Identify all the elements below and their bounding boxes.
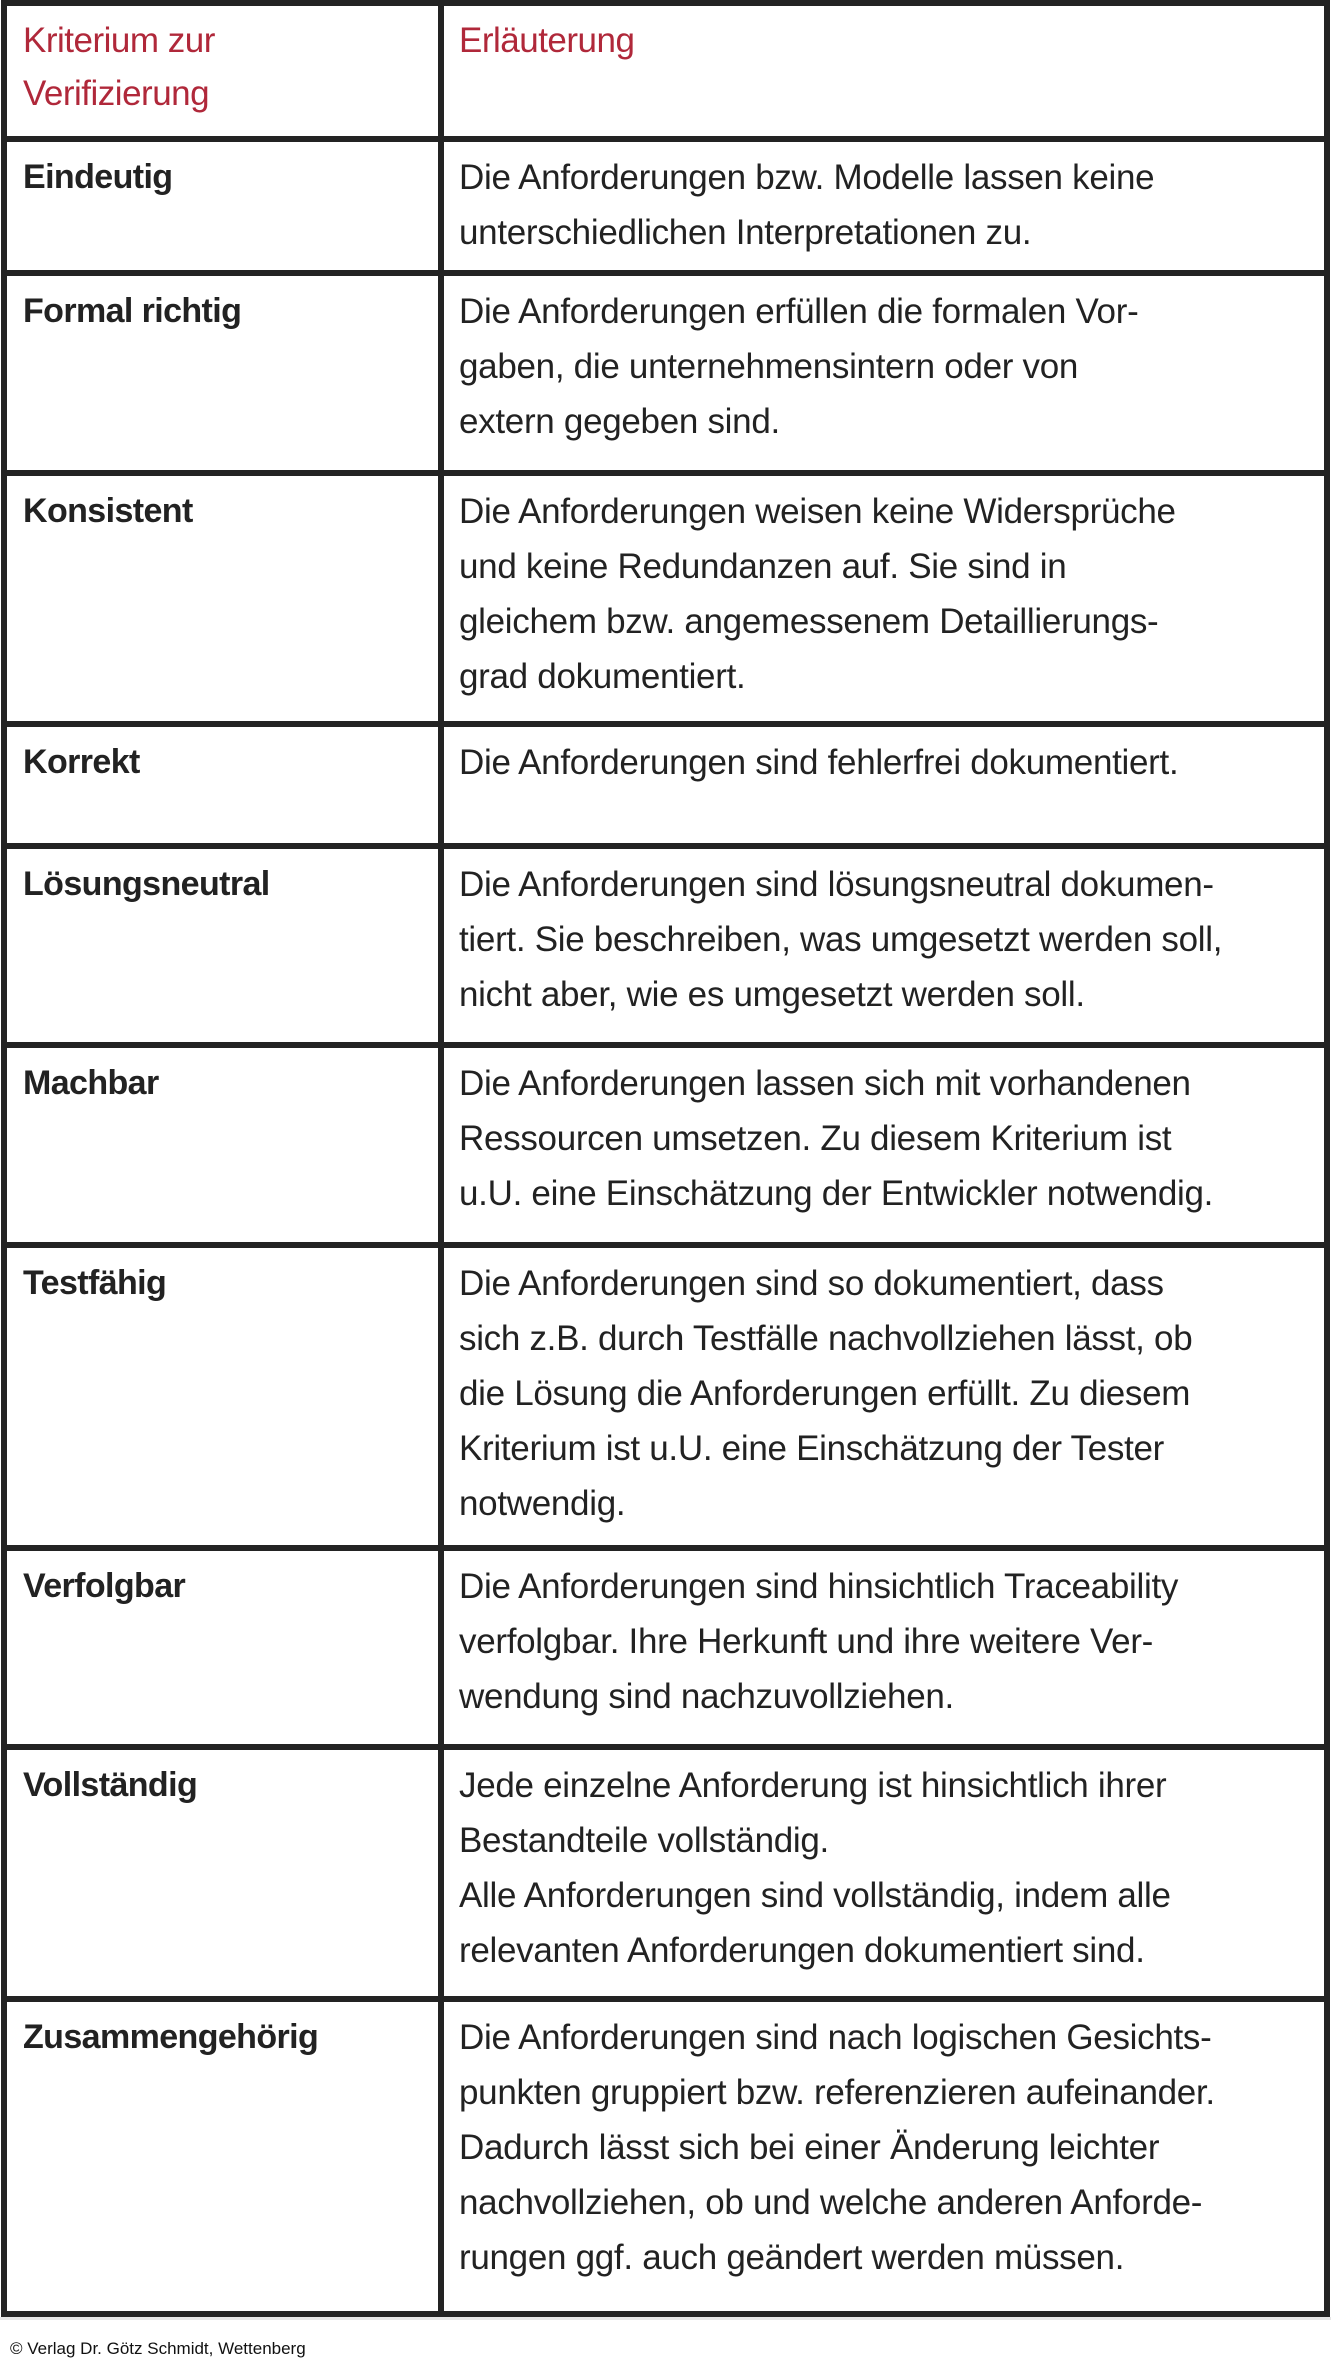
header-criterion-line: Kriterium zur (23, 21, 215, 60)
criterion-label: Konsistent (23, 492, 193, 530)
criterion-cell (7, 727, 438, 843)
criterion-cell (7, 276, 438, 470)
explanation-line: Die Anforderungen sind so dokumentiert, dass (459, 1264, 1164, 1303)
table-row (7, 1996, 1324, 2311)
explanation-line: nicht aber, wie es umgesetzt werden soll. (459, 975, 1085, 1014)
criterion-cell (7, 1048, 438, 1242)
explanation-line: die Lösung die Anforderungen erfüllt. Zu diesem (459, 1374, 1191, 1413)
criterion-cell (7, 1248, 438, 1545)
table-row (7, 1545, 1324, 1744)
explanation-line: Die Anforderungen bzw. Modelle lassen keine (459, 158, 1155, 197)
table-row (7, 843, 1324, 1042)
explanation-cell (438, 2002, 1324, 2311)
explanation-cell (438, 142, 1324, 270)
explanation-line: Die Anforderungen sind nach logischen Gesichts- (459, 2018, 1212, 2057)
criterion-label: Eindeutig (23, 158, 173, 196)
copyright-footer: © Verlag Dr. Götz Schmidt, Wettenberg (10, 2339, 306, 2358)
explanation-line: notwendig. (459, 1484, 626, 1523)
explanation-line: Ressourcen umsetzen. Zu diesem Kriterium ist (459, 1119, 1172, 1158)
criterion-cell (7, 849, 438, 1042)
criterion-cell (7, 476, 438, 721)
criterion-cell (7, 1750, 438, 1996)
explanation-line: extern gegeben sind. (459, 402, 780, 441)
table-row (7, 136, 1324, 270)
explanation-line: Jede einzelne Anforderung ist hinsichtlich ihrer (459, 1766, 1167, 1805)
table-header-row (7, 6, 1324, 136)
criterion-cell (7, 2002, 438, 2311)
explanation-line: Die Anforderungen sind lösungsneutral dokumen- (459, 865, 1214, 904)
explanation-line: Alle Anforderungen sind vollständig, indem alle (459, 1876, 1171, 1915)
explanation-line: wendung sind nachzuvollziehen. (459, 1677, 954, 1716)
explanation-line: Die Anforderungen erfüllen die formalen Vor- (459, 292, 1139, 331)
header-explanation-cell (438, 6, 1324, 136)
explanation-line: und keine Redundanzen auf. Sie sind in (459, 547, 1067, 586)
table-row (7, 470, 1324, 721)
explanation-line: relevanten Anforderungen dokumentiert sind. (459, 1931, 1145, 1970)
explanation-cell (438, 476, 1324, 721)
criterion-label: Testfähig (23, 1264, 167, 1302)
explanation-line: Die Anforderungen sind fehlerfrei dokumentiert. (459, 743, 1179, 782)
explanation-line: tiert. Sie beschreiben, was umgesetzt werden soll, (459, 920, 1223, 959)
criterion-label: Formal richtig (23, 292, 242, 330)
criterion-label: Korrekt (23, 743, 140, 781)
explanation-cell (438, 1248, 1324, 1545)
explanation-line: gleichem bzw. angemessenem Detaillierungs- (459, 602, 1159, 641)
table-row (7, 270, 1324, 470)
explanation-cell (438, 1750, 1324, 1996)
criterion-cell (7, 142, 438, 270)
explanation-line: gaben, die unternehmensintern oder von (459, 347, 1079, 386)
explanation-line: Die Anforderungen lassen sich mit vorhandenen (459, 1064, 1191, 1103)
criterion-cell (7, 1551, 438, 1744)
criterion-label: Zusammengehörig (23, 2018, 319, 2056)
header-criterion-line: Verifizierung (23, 74, 210, 113)
table-bottom-shadow (0, 2317, 1331, 2320)
explanation-line: Die Anforderungen sind hinsichtlich Traceability (459, 1567, 1179, 1606)
explanation-line: unterschiedlichen Interpretationen zu. (459, 213, 1032, 252)
explanation-cell (438, 1048, 1324, 1242)
criterion-label: Machbar (23, 1064, 159, 1102)
explanation-line: Bestandteile vollständig. (459, 1821, 829, 1860)
criterion-label: Vollständig (23, 1766, 198, 1804)
explanation-line: Dadurch lässt sich bei einer Änderung leichter (459, 2128, 1160, 2167)
table-row (7, 1042, 1324, 1242)
explanation-line: Die Anforderungen weisen keine Widersprüche (459, 492, 1176, 531)
explanation-line: u.U. eine Einschätzung der Entwickler notwendig. (459, 1174, 1214, 1213)
explanation-cell (438, 276, 1324, 470)
criterion-label: Verfolgbar (23, 1567, 186, 1605)
explanation-cell (438, 727, 1324, 843)
explanation-line: punkten gruppiert bzw. referenzieren aufeinander. (459, 2073, 1215, 2112)
explanation-line: grad dokumentiert. (459, 657, 746, 696)
explanation-line: sich z.B. durch Testfälle nachvollziehen lässt, ob (459, 1319, 1193, 1358)
explanation-line: rungen ggf. auch geändert werden müssen. (459, 2238, 1125, 2277)
criteria-table (1, 0, 1330, 2317)
explanation-line: verfolgbar. Ihre Herkunft und ihre weitere Ver- (459, 1622, 1154, 1661)
table-row (7, 1744, 1324, 1996)
table-row (7, 1242, 1324, 1545)
explanation-cell (438, 849, 1324, 1042)
explanation-line: Kriterium ist u.U. eine Einschätzung der Tester (459, 1429, 1165, 1468)
explanation-line: nachvollziehen, ob und welche anderen Anforde- (459, 2183, 1203, 2222)
explanation-cell (438, 1551, 1324, 1744)
table-row (7, 721, 1324, 843)
header-criterion-cell (7, 6, 438, 136)
header-explanation-line: Erläuterung (459, 21, 635, 60)
criterion-label: Lösungsneutral (23, 865, 270, 903)
